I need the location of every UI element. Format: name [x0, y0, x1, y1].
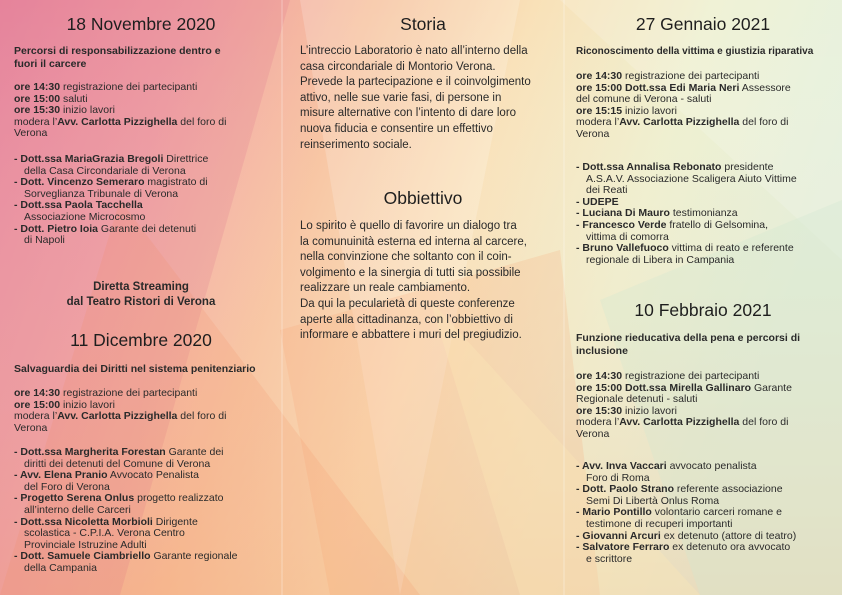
speaker-item: - Progetto Serena Onlus progetto realizzato [14, 492, 224, 505]
schedule-line: ore 15:00 saluti [14, 92, 88, 105]
schedule-3: ore 14:30 registrazione dei partecipanti ore 15:00 Dott.ssa Edi Maria Neri Assessore del comune di Verona - saluti ore 15:15 inizio lavori modera l’Avv. Carlotta Pizzighella del foro di Verona [576, 70, 791, 140]
moderator-line: modera l’Avv. Carlotta Pizzighella del foro di [14, 410, 227, 423]
speaker-item: - Bruno Vallefuoco vittima di reato e referente [576, 242, 794, 255]
speakers-3: - Dott.ssa Annalisa Rebonato presidente A.S.A.V. Associazione Scaligera Aiuto Vittime dei Reati - UDEPE - Luciana Di Mauro testimonianza - Francesco Verde fratello di Gelsomina, vittima di comorra - Bruno Vallefuoco vittima di reato e referente regionale di Libera in Campania [576, 161, 797, 266]
speaker-item: - Avv. Inva Vaccari avvocato penalista [576, 460, 757, 472]
speaker-item: - Dott.ssa Paola Tacchella [14, 199, 143, 212]
schedule-line: ore 14:30 registrazione dei partecipanti [14, 387, 198, 399]
event-subtitle-2: Salvaguardia dei Diritti nel sistema penitenziario [14, 363, 256, 375]
speaker-item: - Dott. Paolo Strano referente associazione [576, 483, 783, 496]
column-right [564, 0, 842, 595]
date-27-gennaio: 27 Gennaio 2021 [635, 14, 771, 34]
speaker-item: - Dott. Vincenzo Semeraro magistrato di [14, 176, 208, 189]
schedule-line: ore 15:30 inizio lavori [14, 104, 115, 117]
column-center [282, 0, 564, 595]
speakers-2: - Dott.ssa Margherita Forestan Garante dei diritti dei detenuti del Comune di Verona - Avv. Elena Pranio Avvocato Penalista del Foro di Verona - Progetto Serena Onlus progetto realizzato all’interno delle Carceri - Dott.ssa Nicoletta Morbioli Dirigente scolastica - C.P.I.A. Verona Centro Provinciale Istruzine Adulti - Dott. Samuele Ciambriello Garante regionale della Campania [14, 446, 238, 574]
schedule-2: ore 14:30 registrazione dei partecipanti ore 15:00 inizio lavori modera l’Avv. Carlotta Pizzighella del foro di Verona [14, 387, 227, 434]
speaker-item: - Francesco Verde fratello di Gelsomina, [576, 218, 769, 231]
speaker-item: - Dott.ssa Annalisa Rebonato presidente [576, 161, 774, 173]
speaker-item: - Mario Pontillo volontario carceri romane e [576, 506, 782, 519]
event-subtitle-3: Riconoscimento della vittima e giustizia riparativa [576, 46, 814, 57]
speaker-item: - Giovanni Arcuri ex detenuto (attore di teatro) [576, 529, 797, 542]
speakers-4: - Avv. Inva Vaccari avvocato penalista Foro di Roma - Dott. Paolo Strano referente associazione Semi Di Libertà Onlus Roma - Mario Pontillo volontario carceri romane e testimone di recuperi importanti - Giovanni Arcuri ex detenuto (attore di teatro) - Salvatore Ferraro ex detenuto ora avvocato e scrittore [576, 460, 797, 565]
schedule-line: ore 14:30 registrazione dei partecipanti [576, 370, 760, 382]
heading-storia: Storia [400, 14, 446, 34]
speaker-item: - Luciana Di Mauro testimonianza [576, 207, 738, 220]
streaming-notice: Diretta Streaming dal Teatro Ristori di Verona [66, 281, 216, 308]
moderator-line: modera l’Avv. Carlotta Pizzighella del foro di [576, 416, 789, 429]
moderator-line: modera l’Avv. Carlotta Pizzighella del foro di [576, 116, 789, 129]
speaker-item: - UDEPE [576, 195, 619, 208]
moderator-line: modera l’Avv. Carlotta Pizzighella del foro di [14, 115, 227, 128]
date-18-novembre: 18 Novembre 2020 [66, 14, 216, 34]
schedule-line: ore 15:00 inizio lavori [14, 398, 115, 411]
date-11-dicembre: 11 Dicembre 2020 [70, 330, 212, 350]
schedule-line: ore 15:00 Dott.ssa Mirella Gallinaro Garante [576, 381, 792, 394]
date-10-febbraio: 10 Febbraio 2021 [634, 300, 772, 320]
schedule-line: ore 14:30 registrazione dei partecipanti [14, 81, 198, 93]
speaker-item: - Salvatore Ferraro ex detenuto ora avvocato [576, 541, 791, 554]
heading-obbiettivo: Obbiettivo [383, 188, 463, 208]
schedule-line: ore 15:00 Dott.ssa Edi Maria Neri Assessore [576, 81, 791, 94]
speaker-item: - Dott. Pietro Ioia Garante dei detenuti [14, 222, 197, 235]
event-subtitle-1: Percorsi di responsabilizzazione dentro e fuori il carcere [14, 45, 221, 70]
speaker-item: - Dott.ssa Nicoletta Morbioli Dirigente [14, 515, 198, 528]
speaker-item: - Dott.ssa Margherita Forestan Garante dei [14, 446, 224, 458]
event-subtitle-4: Funzione rieducativa della pena e percorsi di inclusione [576, 332, 801, 357]
speaker-item: - Dott. Samuele Ciambriello Garante regionale [14, 550, 238, 563]
speaker-item: - Avv. Elena Pranio Avvocato Penalista [14, 469, 200, 482]
schedule-line: ore 14:30 registrazione dei partecipanti [576, 70, 760, 82]
paragraph-storia: L’intreccio Laboratorio è nato all’interno della casa circondariale di Montorio Verona. Prevede la partecipazione e il coinvolgimento attivo, nelle sue varie fasi, di persone in misure alternative con l’intento di dare loro nuova fiducia e consentire un effettivo reinserimento sociale. [300, 45, 531, 151]
column-left [0, 0, 282, 595]
speaker-item: - Dott.ssa MariaGrazia Bregoli Direttrice [14, 153, 209, 165]
schedule-4: ore 14:30 registrazione dei partecipanti ore 15:00 Dott.ssa Mirella Gallinaro Garante Regionale detenuti - saluti ore 15:30 inizio lavori modera l’Avv. Carlotta Pizzighella del foro di Verona [576, 370, 792, 440]
schedule-line: ore 15:15 inizio lavori [576, 104, 677, 117]
paragraph-obbiettivo: Lo spirito è quello di favorire un dialogo tra la comunuinità esterna ed interna al carcere, nella convinzione che soltanto con il coin- volgimento e la sinergia di tutti sia possibile realizzare un reale cambiamento. Da qui la pecularietà di queste conferenze aperte alla cittadinanza, con l’obbiettivo di informare e abbattere i muri del pregiudizio. [300, 220, 527, 342]
schedule-line: ore 15:30 inizio lavori [576, 404, 677, 417]
speakers-1: - Dott.ssa MariaGrazia Bregoli Direttrice della Casa Circondariale di Verona - Dott. Vincenzo Semeraro magistrato di Sorveglianza Tribunale di Verona - Dott.ssa Paola Tacchella Associazione Microcosmo - Dott. Pietro Ioia Garante dei detenuti di Napoli [14, 153, 209, 247]
schedule-1: ore 14:30 registrazione dei partecipanti ore 15:00 saluti ore 15:30 inizio lavori modera l’Avv. Carlotta Pizzighella del foro di Verona [14, 81, 227, 140]
